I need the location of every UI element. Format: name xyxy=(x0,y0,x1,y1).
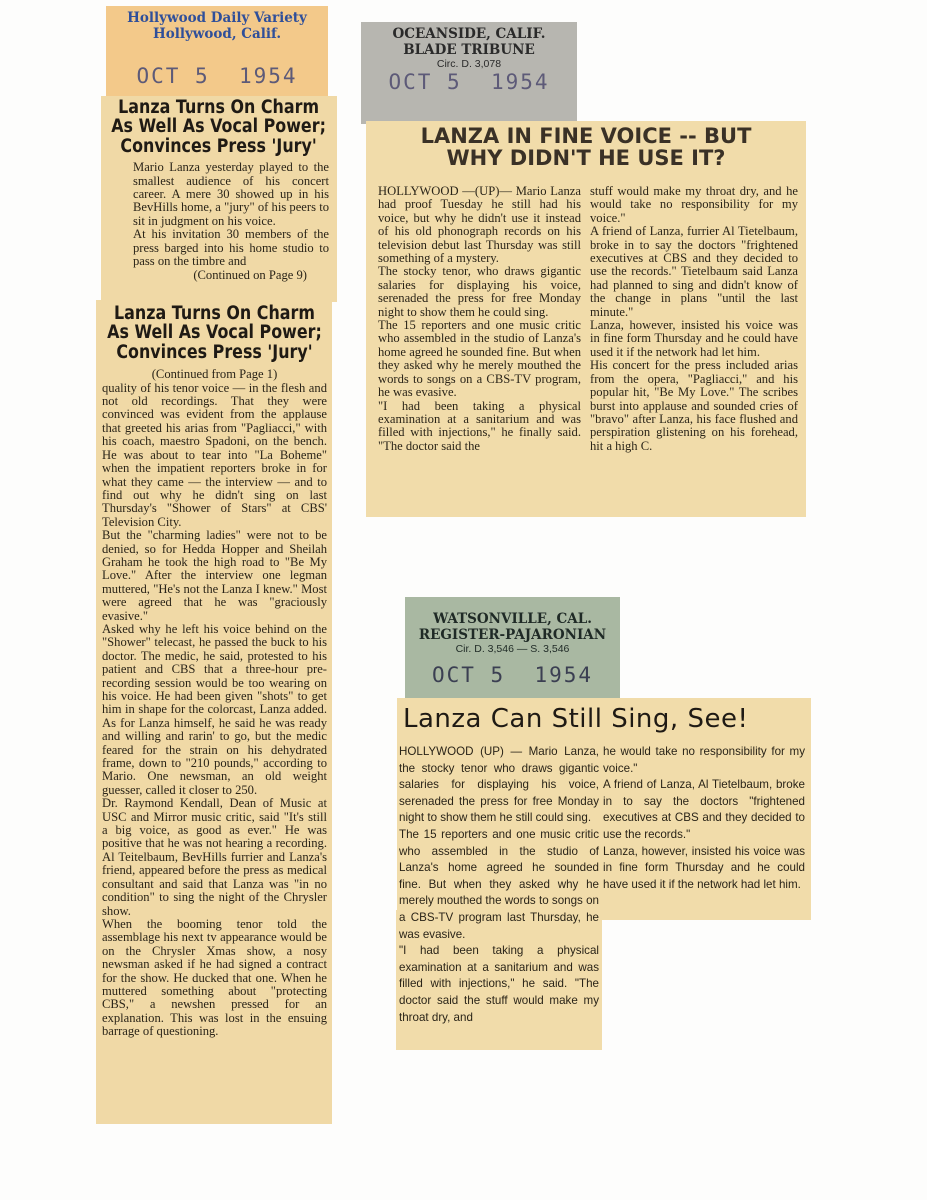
hdv-continued-from: (Continued from Page 1) xyxy=(151,367,278,382)
hdv-clipping-part2 xyxy=(96,300,332,1124)
hdv-masthead-name: Hollywood Daily Variety xyxy=(127,10,307,26)
hdv-masthead-city: Hollywood, Calif. xyxy=(152,26,282,42)
hdv-continued-on: (Continued on Page 9) xyxy=(193,267,307,282)
obt-masthead-name: BLADE TRIBUNE xyxy=(403,42,535,58)
hdv-body-1: Mario Lanza yesterday played to the smallest audience of his concert career. A mere 30 showed up in his BevHills home, a "jury" of his peers to sit in judgment on his voice. At his invitation 30 members of the press barged into his home studio to pass on the timbre and xyxy=(133,160,329,269)
wrp-headline: Lanza Can Still Sing, See! xyxy=(403,704,749,734)
hdv-date-stamp: OCT 5 1954 xyxy=(136,64,298,88)
obt-column-1: HOLLYWOOD —(UP)— Mario Lanza had proof Tuesday he still had his voice, but why he didn't use it instead of his old phonograph records on his television debut last Thursday was still something of a mystery. The stocky tenor, who draws gigantic salaries for displaying his voice, serenaded the press for free Monday night to show them he could sing. The 15 reporters and one music critic who assembled in the studio of Lanza's home agreed he sounded fine. But when they asked why he merely mouthed the words to songs on a CBS-TV program, he was evasive. "I had been taking a physical examination at a sanitarium and was filled with injections," he finally said. "The doctor said the xyxy=(378,184,581,453)
wrp-masthead-city: WATSONVILLE, CAL. xyxy=(433,611,592,627)
obt-masthead-city: OCEANSIDE, CALIF. xyxy=(392,26,546,42)
hdv-clipping-part1 xyxy=(101,96,337,302)
wrp-masthead-label xyxy=(405,597,620,701)
obt-headline: LANZA IN FINE VOICE -- BUT WHY DIDN'T HE USE IT? xyxy=(420,124,752,171)
wrp-text-layer xyxy=(397,698,811,1050)
hdv-headline-2: Lanza Turns On Charm As Well As Vocal Power; Convinces Press 'Jury' xyxy=(107,303,322,363)
wrp-column-2: he would take no responsibility for my voice." A friend of Lanza, Al Tietelbaum, broke in to say the doctors "frightened executives at CBS and they decided to use the records." Lanza, however, insisted his voice was in fine form Thursday and he could have used it if the network had let him. xyxy=(603,745,805,891)
obt-clipping xyxy=(366,121,806,517)
obt-column-2: stuff would make my throat dry, and he would take no responsibility for my voice." A friend of Lanza, furrier Al Tietelbaum, broke in to say the doctors "frightened executives at CBS and they decided to use the records." Tietelbaum said Lanza had planned to sing and didn't know of the change in plans "until the last minute." Lanza, however, insisted his voice was in fine form Thursday and he could have used it if the network had let him. His concert for the press included arias from the opera, "Pagliacci," and his popular hit, "Be My Love." The scribes burst into applause and sounded cries of "bravo" after Lanza, his face flushed and perspiration glistening on his forehead, hit a high C. xyxy=(590,184,798,453)
hdv-body-2: quality of his tenor voice — in the flesh and not old recordings. That they were convinced was evident from the applause that greeted his arias from "Pagliacci," with his coach, maestro Spadoni, on the bench. He was about to tear into "La Boheme" when the impatient reporters broke in for what they came — the interview — and to find out why he didn't sing on last Thursday's "Shower of Stars" at CBS' Television City. But the "charming ladies" were not to be denied, so for Hedda Hopper and Sheilah Graham he took the high road to "Be My Love." After the interview one legman muttered, "He's not the Lanza I knew." Most were agreed that he was "graciously evasive." Asked why he left his voice behind on the "Shower" telecast, he passed the buck to his doctor. The medic, he said, protested to his patient and CBS that a three-hour pre-recording session would be too wearing on his voice. He had been given "shots" to get him in shape for the colorcast, Lanza added. As for Lanza himself, he said he was ready and willing and rarin' to go, but the medic feared for the strain on his dehydrated frame, down to "210 pounds," according to Mario. One newsman, an old weight guesser, called it closer to 250. Dr. Raymond Kendall, Dean of Music at USC and Mirror music critic, said "It's still a big voice, as good as ever." He was positive that he was not hearing a recording. Al Teitelbaum, BevHills furrier and Lanza's friend, appeared before the press as medical consultant and said that Lanza was "in no condition" to sing the night of the Chrysler show. When the booming tenor told the assemblage his next tv appearance would be on the Chrysler Xmas show, a nosy newsman asked if he had signed a contract for the show. He ducked that one. When he muttered something about "protecting CBS," a newshen pressed for an explanation. This was lost in the ensuing barrage of questioning. xyxy=(102,380,327,1039)
hdv-headline-1: Lanza Turns On Charm As Well As Vocal Power; Convinces Press 'Jury' xyxy=(111,97,327,157)
wrp-column-1: HOLLYWOOD (UP) — Mario Lanza, the stocky tenor who draws gigantic salaries for displaying his voice, serenaded the press for free Monday night to show them he still could sing. The 15 reporters and one music critic who assembled in the studio of Lanza's home agreed he sounded fine. But when they asked why he merely mouthed the words to songs on a CBS-TV program last Thursday, he was evasive. "I had been taking a physical examination at a sanitarium and was filled with injections," he said. "The doctor said the stuff would make my throat dry, and xyxy=(399,745,599,1024)
wrp-date-stamp: OCT 5 1954 xyxy=(431,663,594,687)
wrp-masthead-name: REGISTER-PAJARONIAN xyxy=(418,627,607,643)
hdv-masthead-label xyxy=(106,6,328,102)
obt-date-stamp: OCT 5 1954 xyxy=(388,70,550,94)
obt-masthead-label xyxy=(361,22,577,124)
wrp-circulation: Cir. D. 3,546 — S. 3,546 xyxy=(455,643,570,655)
obt-circulation: Circ. D. 3,078 xyxy=(436,58,502,70)
